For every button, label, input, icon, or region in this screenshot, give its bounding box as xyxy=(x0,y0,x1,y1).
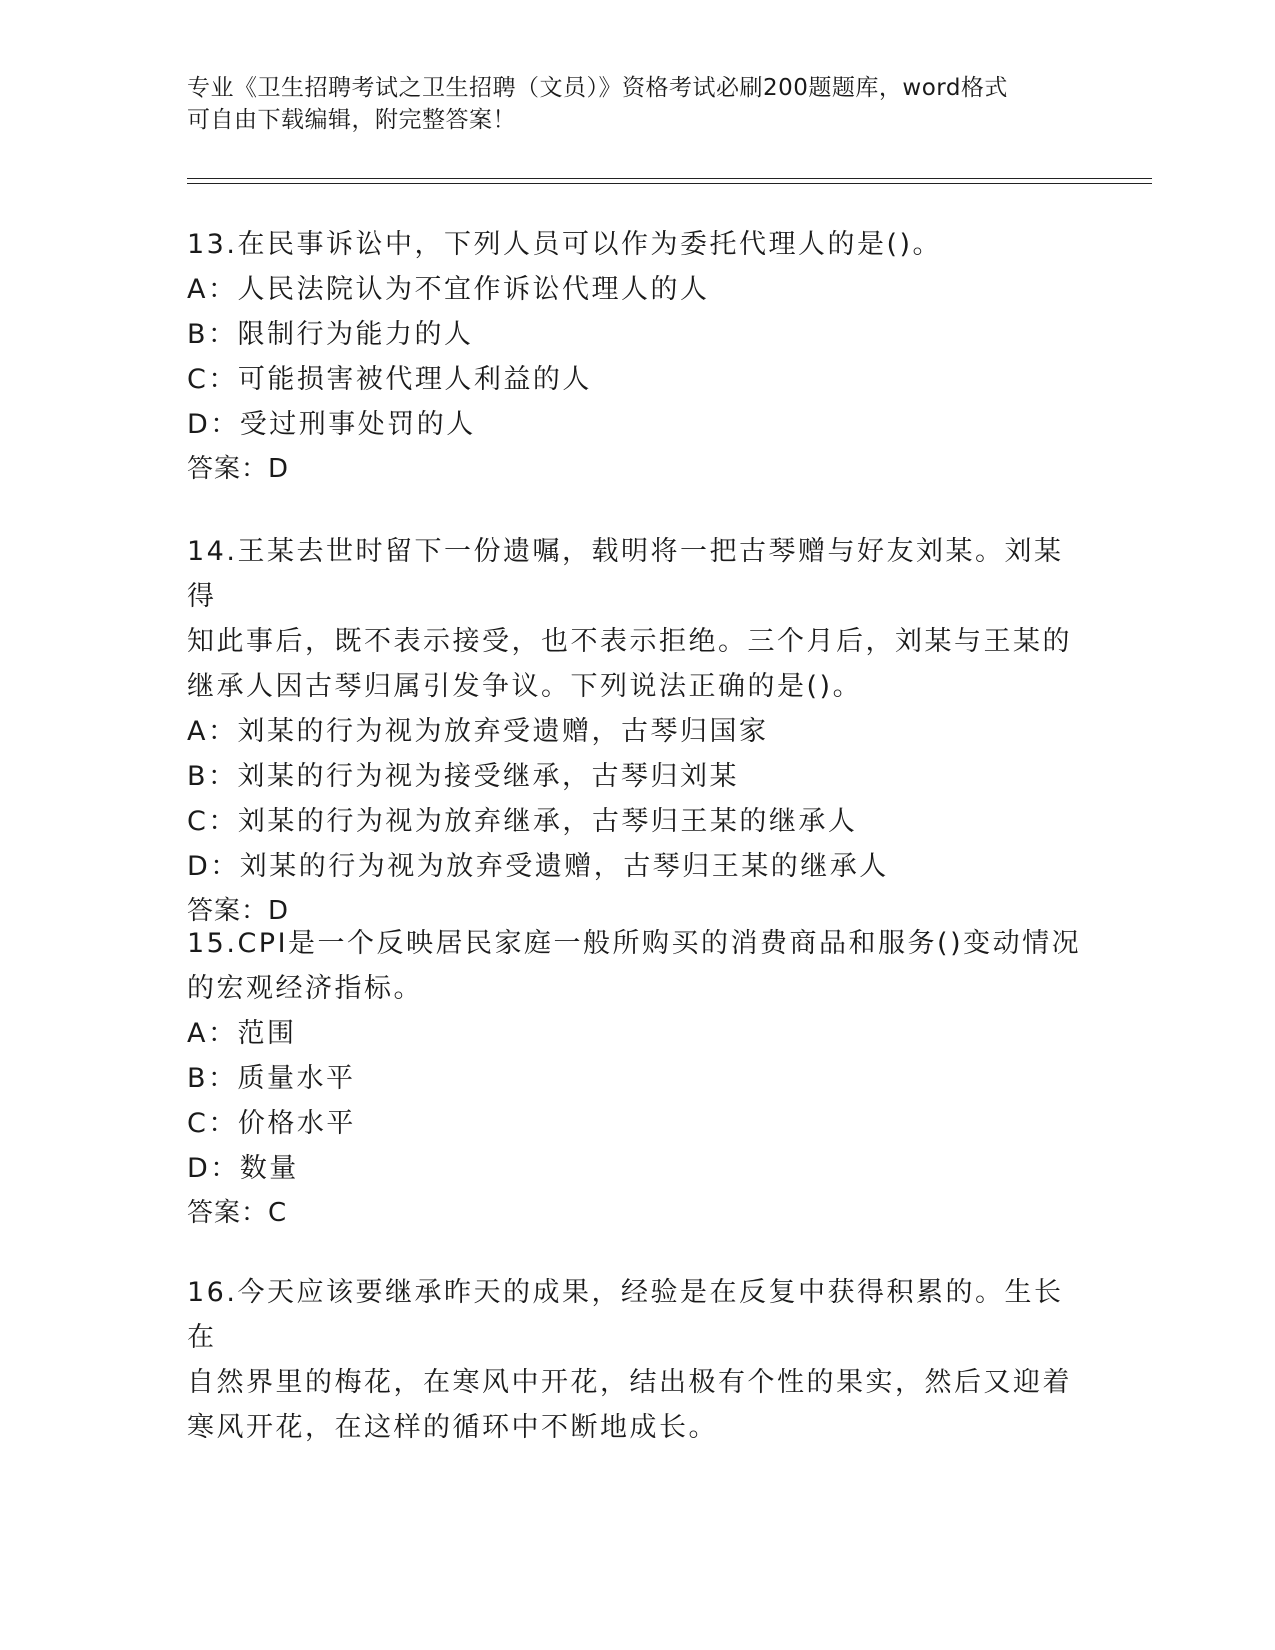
document-header xyxy=(187,72,1067,136)
question-14-answer: 答案：D xyxy=(187,896,290,926)
question-16-stem-line-3: 寒风开花，在这样的循环中不断地成长。 xyxy=(187,1412,718,1443)
question-15-stem-line-2: 的宏观经济指标。 xyxy=(187,973,423,1004)
question-14-option-d: D：刘某的行为视为放弃受遗赠，古琴归王某的继承人 xyxy=(187,851,889,882)
question-14-option-a: A：刘某的行为视为放弃受遗赠，古琴归国家 xyxy=(187,716,769,747)
question-13 xyxy=(187,222,1087,492)
header-line-2: 可自由下载编辑，附完整答案！ xyxy=(187,107,516,133)
question-16 xyxy=(187,1270,1087,1450)
header-line-1: 专业《卫生招聘考试之卫生招聘（文员）》资格考试必刷200题题库，word格式 xyxy=(187,75,1008,101)
question-13-option-c: C：可能损害被代理人利益的人 xyxy=(187,364,592,395)
question-14-option-c: C：刘某的行为视为放弃继承，古琴归王某的继承人 xyxy=(187,806,858,837)
question-15-stem-line-1: 15.CPI是一个反映居民家庭一般所购买的消费商品和服务()变动情况 xyxy=(187,928,1082,959)
question-15-answer: 答案：C xyxy=(187,1198,288,1228)
header-divider-bottom xyxy=(187,183,1152,184)
question-15-option-d: D：数量 xyxy=(187,1153,299,1184)
question-15 xyxy=(187,921,1087,1236)
question-16-stem-line-2: 自然界里的梅花，在寒风中开花，结出极有个性的果实，然后又迎着 xyxy=(187,1367,1072,1398)
question-13-answer: 答案：D xyxy=(187,454,290,484)
question-14-stem-line-2: 知此事后，既不表示接受，也不表示拒绝。三个月后，刘某与王某的 xyxy=(187,626,1072,657)
question-14-stem-line-3: 继承人因古琴归属引发争议。下列说法正确的是()。 xyxy=(187,671,863,702)
header-divider-top xyxy=(187,178,1152,179)
question-14-option-b: B：刘某的行为视为接受继承，古琴归刘某 xyxy=(187,761,740,792)
question-15-option-b: B：质量水平 xyxy=(187,1063,356,1094)
question-13-stem: 13.在民事诉讼中，下列人员可以作为委托代理人的是()。 xyxy=(187,229,943,260)
question-15-option-a: A：范围 xyxy=(187,1018,297,1049)
question-14 xyxy=(187,529,1087,934)
question-15-option-c: C：价格水平 xyxy=(187,1108,356,1139)
question-14-stem-line-1: 14.王某去世时留下一份遗嘱，载明将一把古琴赠与好友刘某。刘某得 xyxy=(187,536,1064,612)
question-13-option-b: B：限制行为能力的人 xyxy=(187,319,474,350)
question-13-option-a: A：人民法院认为不宜作诉讼代理人的人 xyxy=(187,274,710,305)
question-16-stem-line-1: 16.今天应该要继承昨天的成果，经验是在反复中获得积累的。生长在 xyxy=(187,1277,1064,1353)
question-13-option-d: D：受过刑事处罚的人 xyxy=(187,409,476,440)
